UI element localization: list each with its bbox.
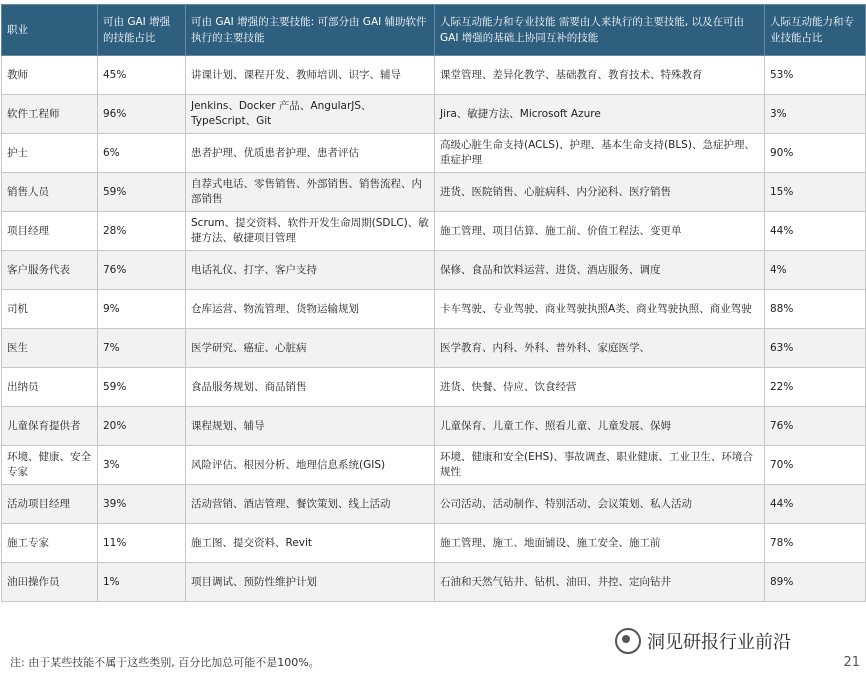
cell-human-skills: 施工管理、施工、地面铺设、施工安全、施工前 [435, 524, 765, 563]
table-row [2, 407, 866, 446]
table-row [2, 329, 866, 368]
footnote: 注: 由于某些技能不属于这些类别, 百分比加总可能不是100%。 [10, 656, 320, 669]
cell-gai-share: 20% [98, 407, 186, 446]
wechat-logo-icon [615, 628, 641, 654]
cell-human-share: 4% [765, 251, 866, 290]
cell-gai-share: 28% [98, 212, 186, 251]
cell-gai-skills: 施工图、提交资料、Revit [186, 524, 435, 563]
table-row [2, 95, 866, 134]
cell-gai-skills: 电话礼仪、打字、客户支持 [186, 251, 435, 290]
header-occupation: 职业 [2, 5, 98, 56]
cell-occupation: 客户服务代表 [2, 251, 98, 290]
cell-human-skills: 卡车驾驶、专业驾驶、商业驾驶执照A类、商业驾驶执照、商业驾驶 [435, 290, 765, 329]
cell-gai-share: 11% [98, 524, 186, 563]
cell-gai-skills: 活动营销、酒店管理、餐饮策划、线上活动 [186, 485, 435, 524]
cell-gai-skills: 仓库运营、物流管理、货物运输规划 [186, 290, 435, 329]
cell-gai-share: 1% [98, 563, 186, 602]
cell-gai-share: 6% [98, 134, 186, 173]
cell-gai-share: 7% [98, 329, 186, 368]
cell-occupation: 环境、健康、安全专家 [2, 446, 98, 485]
cell-occupation: 销售人员 [2, 173, 98, 212]
table-row [2, 368, 866, 407]
table-row [2, 485, 866, 524]
cell-gai-share: 3% [98, 446, 186, 485]
cell-human-skills: 进货、快餐、侍应、饮食经营 [435, 368, 765, 407]
cell-gai-share: 59% [98, 368, 186, 407]
cell-occupation: 教师 [2, 56, 98, 95]
cell-gai-share: 59% [98, 173, 186, 212]
cell-human-skills: 公司活动、活动制作、特别活动、会议策划、私人活动 [435, 485, 765, 524]
cell-human-skills: 施工管理、项目估算、施工前、价值工程法、变更单 [435, 212, 765, 251]
cell-human-skills: 保修、食品和饮料运营、进货、酒店服务、调度 [435, 251, 765, 290]
cell-gai-skills: 课程规划、辅导 [186, 407, 435, 446]
cell-occupation: 施工专家 [2, 524, 98, 563]
cell-occupation: 软件工程师 [2, 95, 98, 134]
cell-occupation: 油田操作员 [2, 563, 98, 602]
cell-human-skills: 课堂管理、差异化教学、基础教育、教育技术、特殊教育 [435, 56, 765, 95]
cell-occupation: 司机 [2, 290, 98, 329]
cell-gai-skills: 食品服务规划、商品销售 [186, 368, 435, 407]
cell-human-share: 78% [765, 524, 866, 563]
cell-human-share: 76% [765, 407, 866, 446]
cell-occupation: 儿童保育提供者 [2, 407, 98, 446]
cell-occupation: 项目经理 [2, 212, 98, 251]
table-row [2, 173, 866, 212]
cell-human-share: 90% [765, 134, 866, 173]
header-gai-share: 可由 GAI 增强的技能占比 [98, 5, 186, 56]
cell-human-share: 63% [765, 329, 866, 368]
cell-gai-skills: Scrum、提交资料、软件开发生命周期(SDLC)、敏捷方法、敏捷项目管理 [186, 212, 435, 251]
table-row [2, 212, 866, 251]
table-row [2, 524, 866, 563]
table-row [2, 563, 866, 602]
header-gai-skills: 可由 GAI 增强的主要技能: 可部分由 GAI 辅助软件执行的主要技能 [186, 5, 435, 56]
cell-human-skills: 高级心脏生命支持(ACLS)、护理、基本生命支持(BLS)、急症护理、重症护理 [435, 134, 765, 173]
cell-gai-share: 76% [98, 251, 186, 290]
cell-human-skills: 医学教育、内科、外科、普外科、家庭医学、 [435, 329, 765, 368]
table-row [2, 134, 866, 173]
cell-occupation: 活动项目经理 [2, 485, 98, 524]
cell-human-share: 3% [765, 95, 866, 134]
table-row [2, 446, 866, 485]
cell-human-skills: 环境、健康和安全(EHS)、事故调查、职业健康、工业卫生、环境合规性 [435, 446, 765, 485]
cell-human-skills: 儿童保育、儿童工作、照看儿童、儿童发展、保姆 [435, 407, 765, 446]
cell-occupation: 护士 [2, 134, 98, 173]
cell-human-share: 44% [765, 485, 866, 524]
cell-human-share: 53% [765, 56, 866, 95]
table-header-row [2, 5, 866, 56]
cell-gai-skills: 医学研究、癌症、心脏病 [186, 329, 435, 368]
watermark-text: 洞见研报行业前沿 [647, 632, 791, 653]
cell-human-skills: 石油和天然气钻井、钻机、油田、井控、定向钻井 [435, 563, 765, 602]
table-row [2, 290, 866, 329]
cell-gai-skills: 讲课计划、课程开发、教师培训、识字、辅导 [186, 56, 435, 95]
watermark [615, 628, 791, 654]
cell-gai-share: 9% [98, 290, 186, 329]
cell-gai-skills: Jenkins、Docker 产品、AngularJS、TypeScript、Git [186, 95, 435, 134]
cell-gai-share: 45% [98, 56, 186, 95]
cell-human-skills: 进货、医院销售、心脏病科、内分泌科、医疗销售 [435, 173, 765, 212]
cell-gai-skills: 患者护理、优质患者护理、患者评估 [186, 134, 435, 173]
cell-human-share: 15% [765, 173, 866, 212]
table-row [2, 251, 866, 290]
cell-human-share: 44% [765, 212, 866, 251]
cell-gai-share: 96% [98, 95, 186, 134]
cell-occupation: 医生 [2, 329, 98, 368]
table-row [2, 56, 866, 95]
cell-gai-skills: 自荐式电话、零售销售、外部销售、销售流程、内部销售 [186, 173, 435, 212]
page-number: 21 [843, 655, 860, 670]
cell-human-share: 88% [765, 290, 866, 329]
cell-gai-skills: 风险评估、根因分析、地理信息系统(GIS) [186, 446, 435, 485]
cell-gai-share: 39% [98, 485, 186, 524]
cell-human-share: 70% [765, 446, 866, 485]
cell-human-share: 89% [765, 563, 866, 602]
cell-human-share: 22% [765, 368, 866, 407]
header-human-share: 人际互动能力和专业技能占比 [765, 5, 866, 56]
header-human-skills: 人际互动能力和专业技能 需要由人来执行的主要技能, 以及在可由 GAI 增强的基础上协同互补的技能 [435, 5, 765, 56]
cell-occupation: 出纳员 [2, 368, 98, 407]
cell-human-skills: Jira、敏捷方法、Microsoft Azure [435, 95, 765, 134]
skills-table [1, 4, 866, 602]
cell-gai-skills: 项目调试、预防性维护计划 [186, 563, 435, 602]
